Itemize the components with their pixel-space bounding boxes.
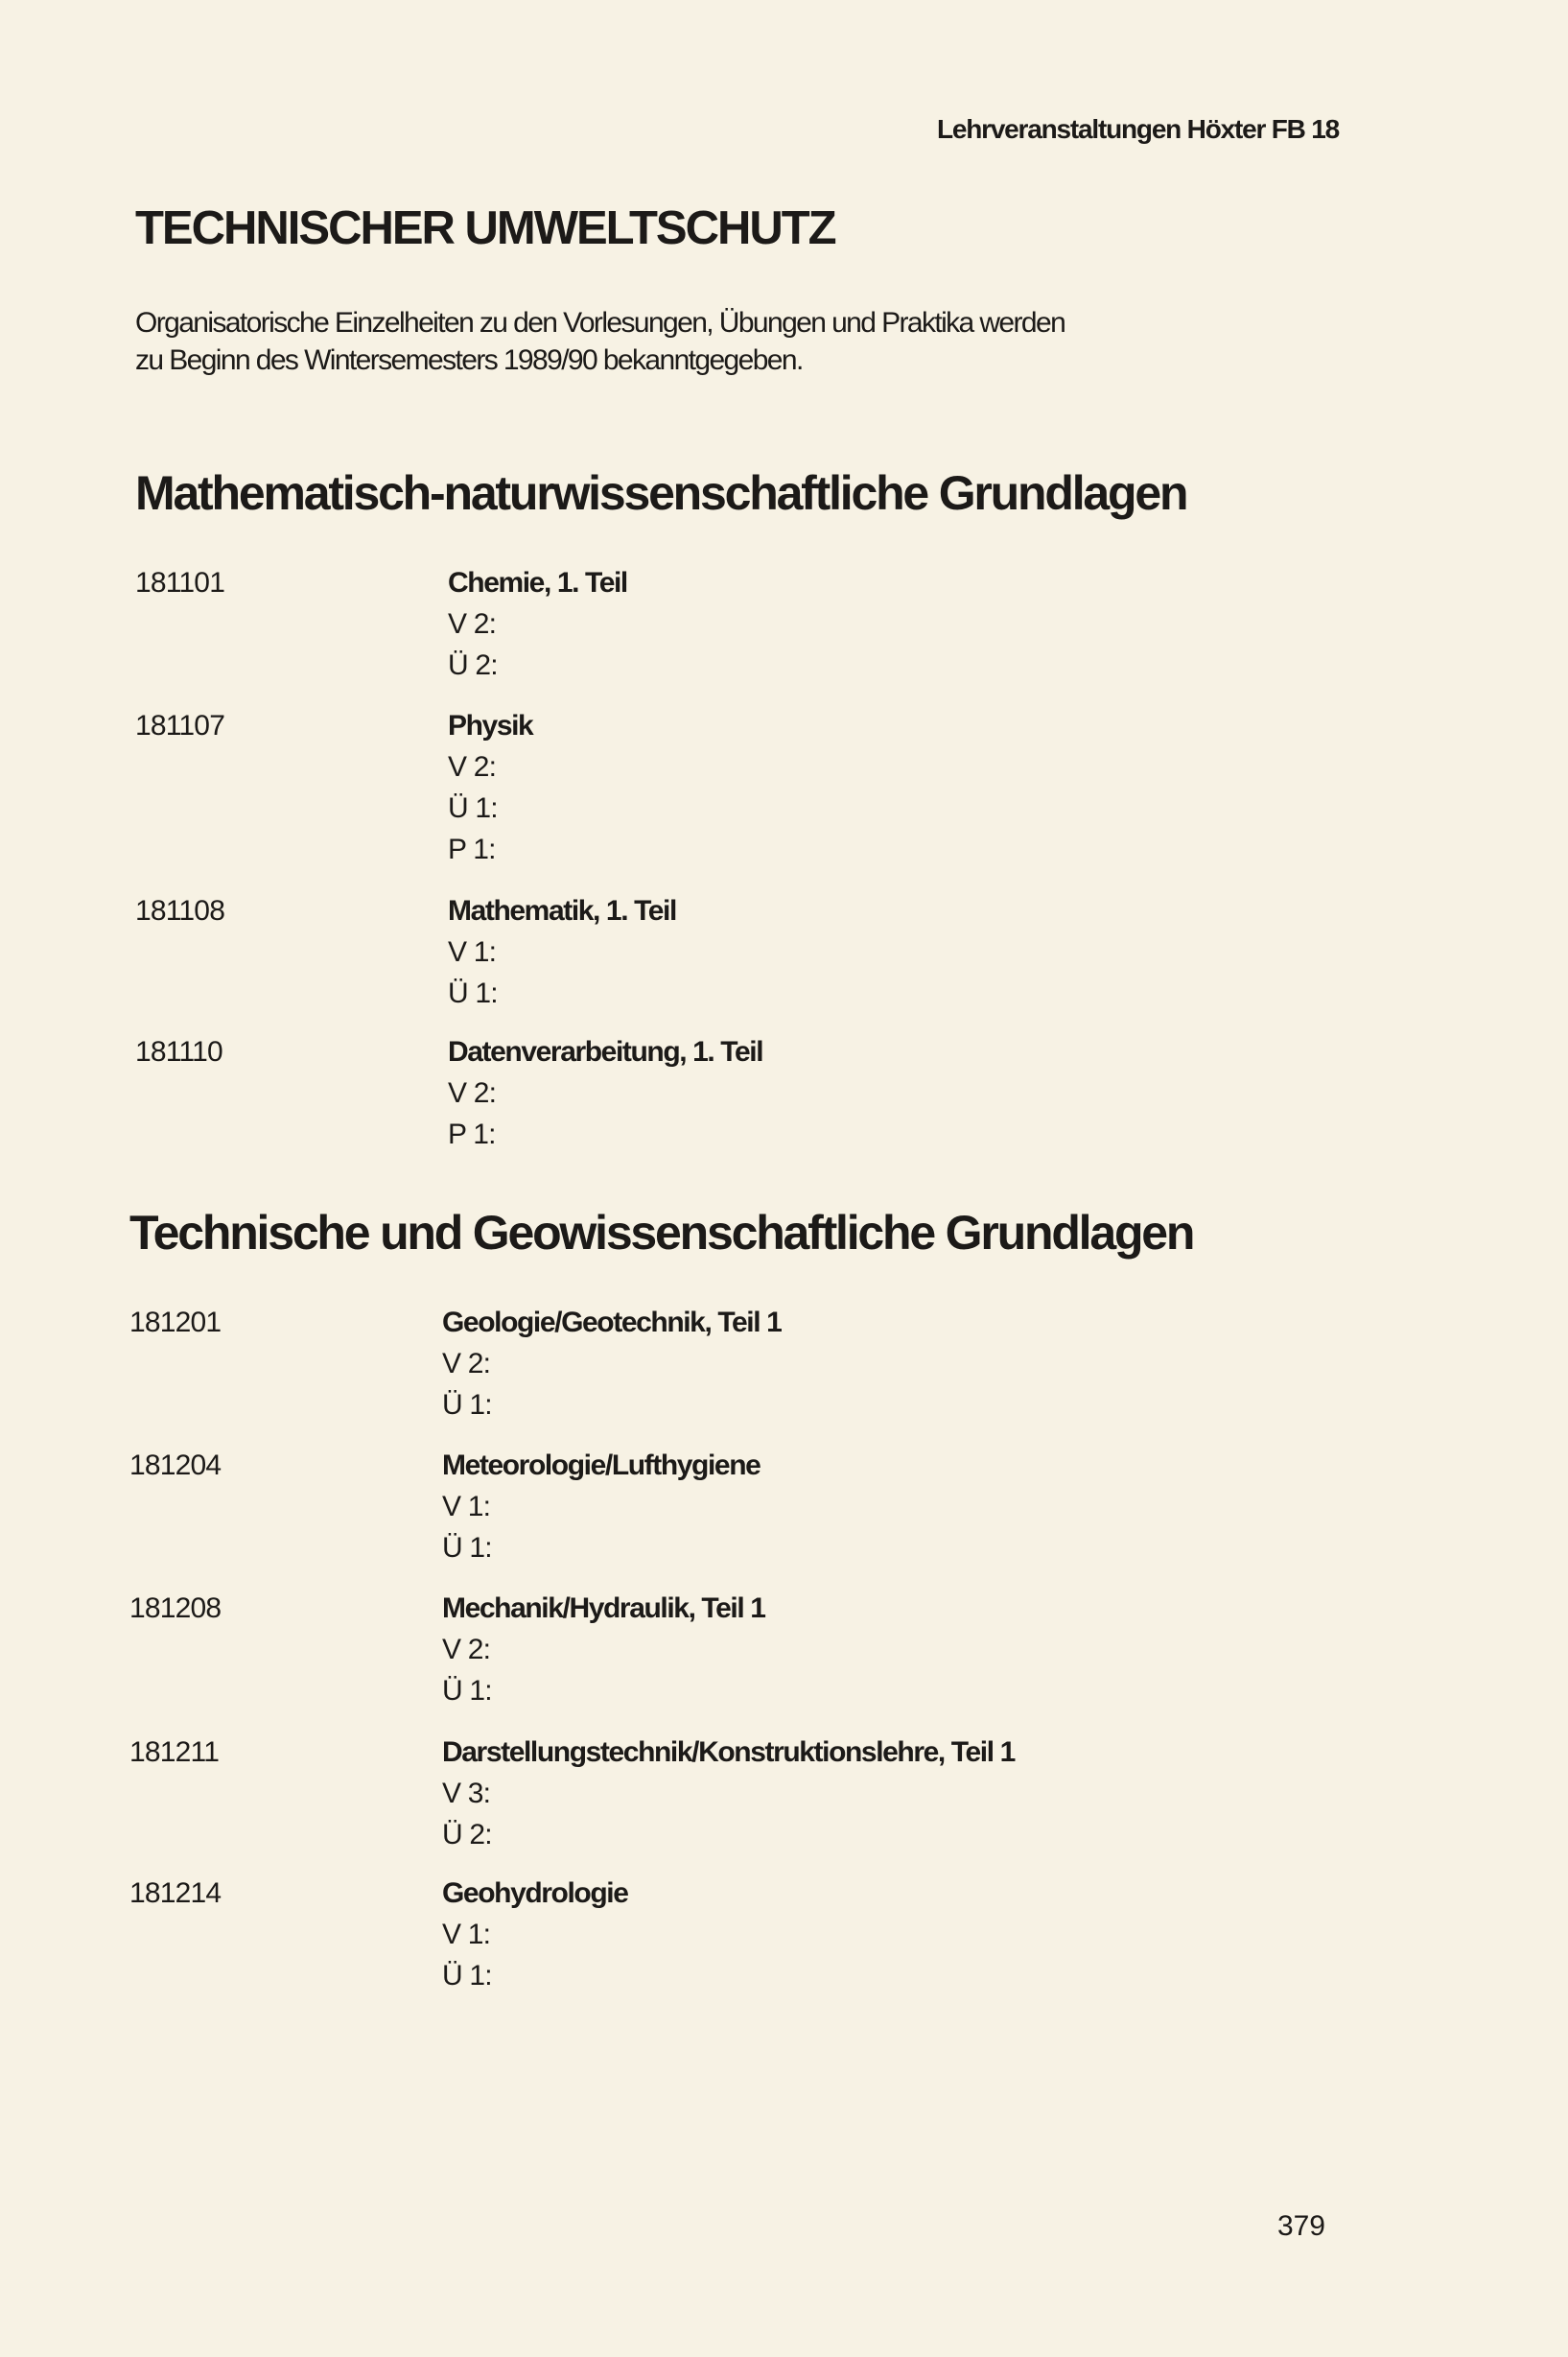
course-hours-line: V 1: [448, 936, 497, 968]
course-number: 181204 [129, 1450, 222, 1481]
course-number: 181211 [129, 1736, 220, 1768]
course-name: Datenverarbeitung, 1. Teil [448, 1036, 763, 1068]
page-title: TECHNISCHER UMWELTSCHUTZ [135, 202, 835, 254]
section-heading: Technische und Geowissenschaftliche Grundlagen [129, 1206, 1194, 1260]
running-header: Lehrveranstaltungen Höxter FB 18 [936, 114, 1339, 144]
course-hours-line: P 1: [448, 1119, 496, 1150]
course-hours-line: Ü 1: [448, 792, 498, 824]
course-number: 181214 [129, 1877, 222, 1909]
course-name: Mathematik, 1. Teil [448, 895, 676, 927]
course-hours-line: Ü 1: [448, 978, 498, 1009]
course-number: 181110 [135, 1036, 222, 1068]
course-hours-line: V 3: [442, 1778, 491, 1809]
course-hours-line: V 2: [448, 1077, 497, 1109]
course-name: Chemie, 1. Teil [448, 567, 627, 599]
intro-line: Organisatorische Einzelheiten zu den Vorlesungen, Übungen und Praktika werden [135, 307, 1065, 339]
course-hours-line: Ü 2: [442, 1819, 492, 1850]
course-hours-line: V 2: [448, 751, 497, 783]
intro-paragraph [135, 304, 1065, 379]
course-hours-line: Ü 1: [442, 1675, 492, 1707]
course-name: Darstellungstechnik/Konstruktionslehre, Teil 1 [442, 1736, 1015, 1768]
course-number: 181101 [135, 567, 225, 599]
course-number: 181208 [129, 1592, 222, 1624]
course-hours-line: Ü 2: [448, 649, 498, 681]
course-name: Geohydrologie [442, 1877, 628, 1909]
course-name: Meteorologie/Lufthygiene [442, 1450, 761, 1481]
page-number: 379 [1276, 2210, 1325, 2242]
course-hours-line: Ü 1: [442, 1389, 492, 1421]
course-hours-line: V 2: [442, 1634, 491, 1665]
course-hours-line: V 2: [442, 1348, 491, 1379]
course-name: Physik [448, 710, 533, 742]
course-hours-line: V 2: [448, 608, 497, 640]
course-name: Geologie/Geotechnik, Teil 1 [442, 1307, 782, 1338]
course-number: 181108 [135, 895, 225, 927]
course-hours-line: V 1: [442, 1919, 491, 1950]
course-hours-line: Ü 1: [442, 1960, 492, 1992]
course-name: Mechanik/Hydraulik, Teil 1 [442, 1592, 765, 1624]
course-hours-line: P 1: [448, 834, 496, 865]
course-hours-line: Ü 1: [442, 1532, 492, 1564]
course-number: 181107 [135, 710, 225, 742]
course-hours-line: V 1: [442, 1491, 491, 1522]
course-number: 181201 [129, 1307, 222, 1338]
intro-line: zu Beginn des Wintersemesters 1989/90 bekanntgegeben. [135, 344, 803, 376]
section-heading: Mathematisch-naturwissenschaftliche Grundlagen [135, 466, 1187, 520]
